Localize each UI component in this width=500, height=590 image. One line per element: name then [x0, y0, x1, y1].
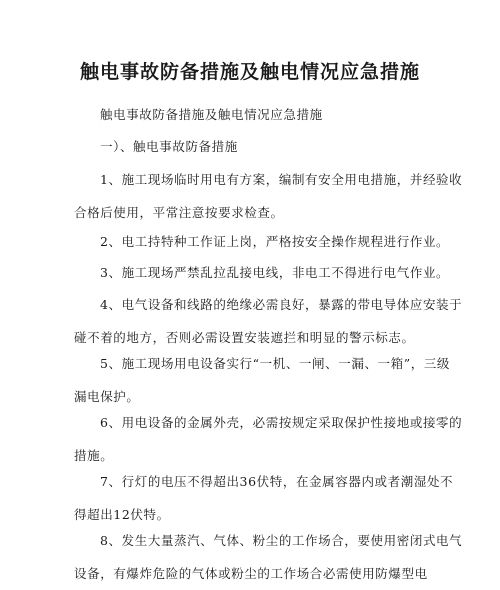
- section-heading: 一）、触电事故防备措施: [100, 139, 238, 154]
- list-item: 1、施工现场临时用电有方案，编制有安全用电措施，并经验收 合格后使用，平常注意按要求检查。: [74, 172, 463, 220]
- list-item: 4、电气设备和线路的绝缘必需良好，暴露的带电导体应安装于 碰不着的地方，否则必需设置安装遮拦和明显的警示标志。: [74, 297, 463, 345]
- list-item: 2、电工持特种工作证上岗，严格按安全操作规程进行作业。: [100, 234, 450, 249]
- list-item: 7、行灯的电压不得超出36伏特，在金属容器内或者潮湿处不 得超出12伏特。: [74, 474, 454, 522]
- list-item: 5、施工现场用电设备实行“一机、一闸、一漏、一箱”，三级 漏电保护。: [74, 356, 451, 404]
- list-item: 8、发生大量蒸汽、气体、粉尘的工作场合，要使用密闭式电气 设备，有爆炸危险的气体或粉尘的工作场合必需使用防爆型电: [74, 533, 463, 581]
- list-item: 3、施工现场严禁乱拉乱接电线，非电工不得进行电气作业。: [100, 265, 450, 280]
- document-subtitle: 触电事故防备措施及触电情况应急措施: [100, 107, 323, 122]
- document-title: 触电事故防备措施及触电情况应急措施: [79, 61, 420, 83]
- list-item: 6、用电设备的金属外壳，必需按规定采取保护性接地或接零的 措施。: [74, 415, 463, 463]
